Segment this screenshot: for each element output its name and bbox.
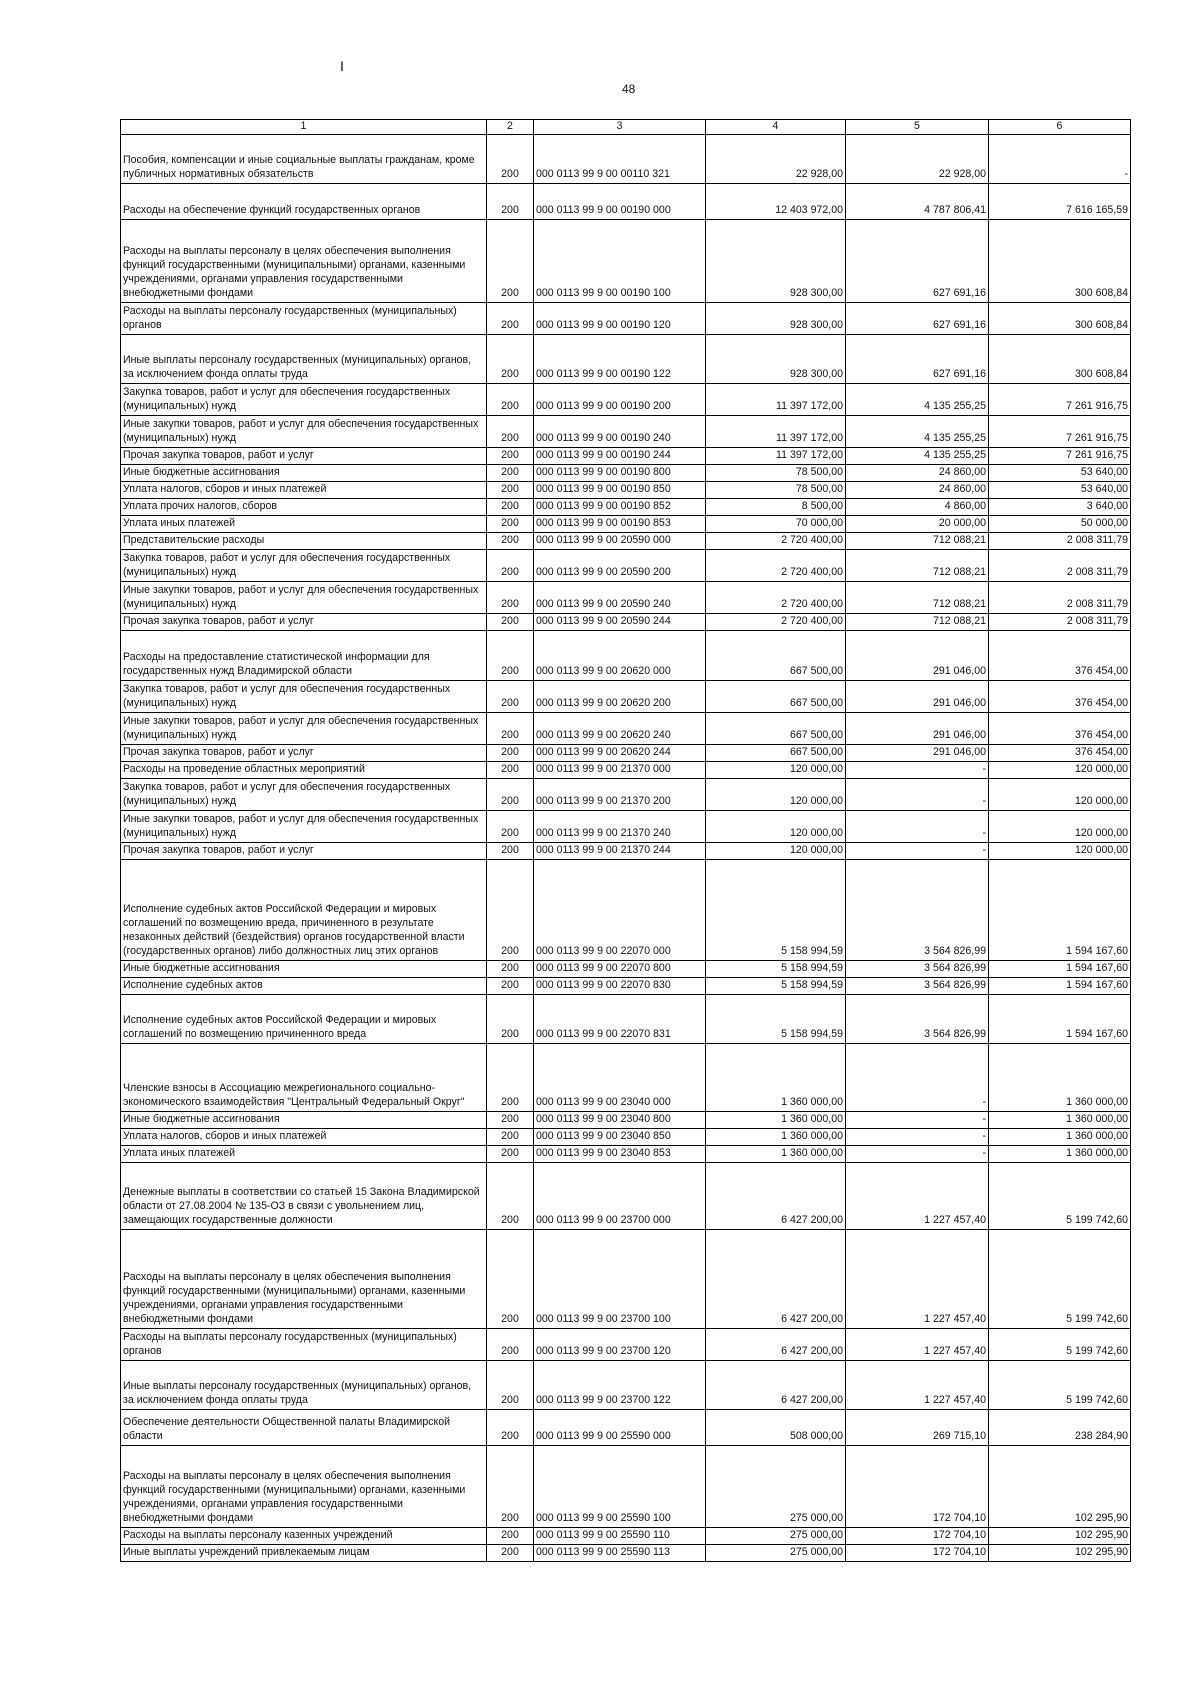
row-executed: - <box>846 762 989 779</box>
row-executed: - <box>846 811 989 843</box>
row-executed: 291 046,00 <box>846 745 989 762</box>
row-name: Закупка товаров, работ и услуг для обеспечения государственных (муниципальных) нужд <box>121 779 487 811</box>
row-kbk: 000 0113 99 9 00 23040 000 <box>534 1044 706 1112</box>
row-executed: 291 046,00 <box>846 631 989 681</box>
table-row <box>121 482 1131 499</box>
row-kbk: 000 0113 99 9 00 00190 120 <box>534 303 706 335</box>
row-remaining: 1 594 167,60 <box>989 978 1131 995</box>
row-executed: 172 704,10 <box>846 1528 989 1545</box>
row-code: 200 <box>487 1545 534 1562</box>
row-plan: 2 720 400,00 <box>706 533 846 550</box>
row-remaining: 5 199 742,60 <box>989 1361 1131 1410</box>
row-code: 200 <box>487 1044 534 1112</box>
row-plan: 5 158 994,59 <box>706 995 846 1044</box>
row-code: 200 <box>487 1361 534 1410</box>
row-kbk: 000 0113 99 9 00 23040 800 <box>534 1112 706 1129</box>
row-code: 200 <box>487 631 534 681</box>
table-row <box>121 1446 1131 1528</box>
row-executed: 1 227 457,40 <box>846 1329 989 1361</box>
row-code: 200 <box>487 1410 534 1446</box>
row-plan: 6 427 200,00 <box>706 1329 846 1361</box>
table-row <box>121 1146 1131 1163</box>
row-executed: 4 135 255,25 <box>846 384 989 416</box>
row-remaining: 376 454,00 <box>989 713 1131 745</box>
scan-mark: I <box>340 58 344 74</box>
row-code: 200 <box>487 335 534 384</box>
row-code: 200 <box>487 713 534 745</box>
column-number-row <box>121 120 1131 135</box>
row-code: 200 <box>487 860 534 961</box>
row-kbk: 000 0113 99 9 00 00190 100 <box>534 220 706 303</box>
row-executed: 3 564 826,99 <box>846 860 989 961</box>
row-plan: 2 720 400,00 <box>706 582 846 614</box>
row-code: 200 <box>487 303 534 335</box>
budget-table <box>120 119 1131 1562</box>
row-remaining: 300 608,84 <box>989 335 1131 384</box>
row-kbk: 000 0113 99 9 00 23040 853 <box>534 1146 706 1163</box>
row-name: Иные бюджетные ассигнования <box>121 465 487 482</box>
row-executed: 4 787 806,41 <box>846 184 989 220</box>
row-kbk: 000 0113 99 9 00 23700 000 <box>534 1163 706 1230</box>
row-name: Членские взносы в Ассоциацию межрегионального социально-экономического взаимодействия "Центральный Федеральный Округ" <box>121 1044 487 1112</box>
row-name: Представительские расходы <box>121 533 487 550</box>
row-code: 200 <box>487 1329 534 1361</box>
row-name: Закупка товаров, работ и услуг для обеспечения государственных (муниципальных) нужд <box>121 550 487 582</box>
row-executed: 172 704,10 <box>846 1545 989 1562</box>
table-row <box>121 762 1131 779</box>
table-row <box>121 745 1131 762</box>
row-executed: 712 088,21 <box>846 614 989 631</box>
table-row <box>121 1163 1131 1230</box>
row-executed: - <box>846 779 989 811</box>
row-remaining: 3 640,00 <box>989 499 1131 516</box>
row-kbk: 000 0113 99 9 00 20620 000 <box>534 631 706 681</box>
table-row <box>121 516 1131 533</box>
row-plan: 667 500,00 <box>706 631 846 681</box>
table-row <box>121 860 1131 961</box>
row-name: Уплата прочих налогов, сборов <box>121 499 487 516</box>
row-remaining: 376 454,00 <box>989 631 1131 681</box>
row-name: Прочая закупка товаров, работ и услуг <box>121 448 487 465</box>
row-executed: 712 088,21 <box>846 550 989 582</box>
row-kbk: 000 0113 99 9 00 25590 110 <box>534 1528 706 1545</box>
table-row <box>121 1361 1131 1410</box>
table-row <box>121 978 1131 995</box>
row-name: Расходы на проведение областных мероприятий <box>121 762 487 779</box>
row-code: 200 <box>487 448 534 465</box>
row-name: Иные выплаты персоналу государственных (муниципальных) органов, за исключением фонда оплаты труда <box>121 335 487 384</box>
row-code: 200 <box>487 482 534 499</box>
row-executed: 22 928,00 <box>846 135 989 184</box>
row-plan: 1 360 000,00 <box>706 1146 846 1163</box>
row-plan: 6 427 200,00 <box>706 1230 846 1329</box>
row-executed: 269 715,10 <box>846 1410 989 1446</box>
table-row <box>121 713 1131 745</box>
row-plan: 11 397 172,00 <box>706 384 846 416</box>
row-executed: - <box>846 1112 989 1129</box>
column-header: 2 <box>487 120 534 135</box>
row-kbk: 000 0113 99 9 00 25590 113 <box>534 1545 706 1562</box>
row-code: 200 <box>487 961 534 978</box>
row-code: 200 <box>487 762 534 779</box>
row-remaining: 376 454,00 <box>989 681 1131 713</box>
row-kbk: 000 0113 99 9 00 00190 850 <box>534 482 706 499</box>
row-plan: 667 500,00 <box>706 713 846 745</box>
row-remaining: 53 640,00 <box>989 465 1131 482</box>
row-remaining: 5 199 742,60 <box>989 1230 1131 1329</box>
row-plan: 120 000,00 <box>706 843 846 860</box>
row-code: 200 <box>487 745 534 762</box>
row-remaining: 120 000,00 <box>989 843 1131 860</box>
row-code: 200 <box>487 978 534 995</box>
row-kbk: 000 0113 99 9 00 23040 850 <box>534 1129 706 1146</box>
column-header: 6 <box>989 120 1131 135</box>
row-executed: 1 227 457,40 <box>846 1361 989 1410</box>
row-plan: 78 500,00 <box>706 465 846 482</box>
table-row <box>121 1230 1131 1329</box>
table-row <box>121 631 1131 681</box>
table-row <box>121 533 1131 550</box>
row-executed: 627 691,16 <box>846 335 989 384</box>
table-row <box>121 135 1131 184</box>
row-name: Расходы на выплаты персоналу в целях обеспечения выполнения функций государственными (муниципальными) органами, казенными учреждениями, органами управления государственными внебюджетными фондами <box>121 220 487 303</box>
table-row <box>121 550 1131 582</box>
row-plan: 120 000,00 <box>706 762 846 779</box>
row-kbk: 000 0113 99 9 00 22070 000 <box>534 860 706 961</box>
row-name: Уплата иных платежей <box>121 1146 487 1163</box>
row-name: Иные выплаты персоналу государственных (муниципальных) органов, за исключением фонда оплаты труда <box>121 1361 487 1410</box>
row-name: Расходы на предоставление статистической информации для государственных нужд Владимирской области <box>121 631 487 681</box>
row-remaining: 2 008 311,79 <box>989 582 1131 614</box>
row-executed: 712 088,21 <box>846 533 989 550</box>
row-name: Уплата иных платежей <box>121 516 487 533</box>
row-code: 200 <box>487 582 534 614</box>
row-name: Расходы на выплаты персоналу в целях обеспечения выполнения функций государственными (муниципальными) органами, казенными учреждениями, органами управления государственными внебюджетными фондами <box>121 1230 487 1329</box>
row-name: Иные закупки товаров, работ и услуг для обеспечения государственных (муниципальных) нужд <box>121 811 487 843</box>
row-name: Иные закупки товаров, работ и услуг для обеспечения государственных (муниципальных) нужд <box>121 713 487 745</box>
row-name: Прочая закупка товаров, работ и услуг <box>121 843 487 860</box>
row-remaining: 1 594 167,60 <box>989 961 1131 978</box>
row-code: 200 <box>487 516 534 533</box>
row-plan: 1 360 000,00 <box>706 1129 846 1146</box>
table-row <box>121 961 1131 978</box>
row-executed: 3 564 826,99 <box>846 978 989 995</box>
row-plan: 2 720 400,00 <box>706 550 846 582</box>
row-code: 200 <box>487 416 534 448</box>
row-executed: 291 046,00 <box>846 713 989 745</box>
row-plan: 1 360 000,00 <box>706 1044 846 1112</box>
row-executed: 1 227 457,40 <box>846 1163 989 1230</box>
row-kbk: 000 0113 99 9 00 20590 244 <box>534 614 706 631</box>
table-row <box>121 1112 1131 1129</box>
row-executed: 4 135 255,25 <box>846 416 989 448</box>
row-kbk: 000 0113 99 9 00 20620 240 <box>534 713 706 745</box>
row-executed: 291 046,00 <box>846 681 989 713</box>
row-name: Исполнение судебных актов <box>121 978 487 995</box>
row-plan: 508 000,00 <box>706 1410 846 1446</box>
table-row <box>121 811 1131 843</box>
row-remaining: 102 295,90 <box>989 1545 1131 1562</box>
row-plan: 2 720 400,00 <box>706 614 846 631</box>
row-remaining: 120 000,00 <box>989 762 1131 779</box>
row-code: 200 <box>487 499 534 516</box>
row-executed: 24 860,00 <box>846 482 989 499</box>
row-plan: 928 300,00 <box>706 303 846 335</box>
row-remaining: 5 199 742,60 <box>989 1329 1131 1361</box>
row-remaining: 2 008 311,79 <box>989 614 1131 631</box>
row-kbk: 000 0113 99 9 00 21370 200 <box>534 779 706 811</box>
row-remaining: 2 008 311,79 <box>989 550 1131 582</box>
row-plan: 8 500,00 <box>706 499 846 516</box>
table-row <box>121 1329 1131 1361</box>
row-kbk: 000 0113 99 9 00 21370 244 <box>534 843 706 860</box>
row-name: Обеспечение деятельности Общественной палаты Владимирской области <box>121 1410 487 1446</box>
row-remaining: 300 608,84 <box>989 220 1131 303</box>
row-remaining: 1 360 000,00 <box>989 1112 1131 1129</box>
row-name: Расходы на выплаты персоналу государственных (муниципальных) органов <box>121 1329 487 1361</box>
row-executed: 4 860,00 <box>846 499 989 516</box>
table-row <box>121 582 1131 614</box>
row-kbk: 000 0113 99 9 00 00190 800 <box>534 465 706 482</box>
row-name: Исполнение судебных актов Российской Федерации и мировых соглашений по возмещению причиненного вреда <box>121 995 487 1044</box>
row-kbk: 000 0113 99 9 00 25590 100 <box>534 1446 706 1528</box>
row-executed: 712 088,21 <box>846 582 989 614</box>
row-remaining: 7 261 916,75 <box>989 416 1131 448</box>
row-plan: 275 000,00 <box>706 1446 846 1528</box>
row-name: Уплата налогов, сборов и иных платежей <box>121 482 487 499</box>
row-remaining: 1 360 000,00 <box>989 1146 1131 1163</box>
row-kbk: 000 0113 99 9 00 21370 000 <box>534 762 706 779</box>
row-kbk: 000 0113 99 9 00 20620 244 <box>534 745 706 762</box>
row-kbk: 000 0113 99 9 00 00190 240 <box>534 416 706 448</box>
row-name: Иные закупки товаров, работ и услуг для обеспечения государственных (муниципальных) нужд <box>121 416 487 448</box>
row-executed: - <box>846 1146 989 1163</box>
row-plan: 5 158 994,59 <box>706 860 846 961</box>
row-plan: 5 158 994,59 <box>706 961 846 978</box>
row-kbk: 000 0113 99 9 00 22070 831 <box>534 995 706 1044</box>
table-row <box>121 1044 1131 1112</box>
row-remaining: 5 199 742,60 <box>989 1163 1131 1230</box>
row-plan: 1 360 000,00 <box>706 1112 846 1129</box>
row-remaining: 300 608,84 <box>989 303 1131 335</box>
table-row <box>121 1528 1131 1545</box>
row-kbk: 000 0113 99 9 00 23700 122 <box>534 1361 706 1410</box>
row-plan: 275 000,00 <box>706 1528 846 1545</box>
table-row <box>121 1129 1131 1146</box>
row-remaining: 102 295,90 <box>989 1446 1131 1528</box>
page-number: 48 <box>622 82 636 96</box>
row-kbk: 000 0113 99 9 00 00190 852 <box>534 499 706 516</box>
row-remaining: 7 261 916,75 <box>989 384 1131 416</box>
row-remaining: 120 000,00 <box>989 811 1131 843</box>
row-kbk: 000 0113 99 9 00 00190 853 <box>534 516 706 533</box>
row-code: 200 <box>487 135 534 184</box>
row-kbk: 000 0113 99 9 00 20590 000 <box>534 533 706 550</box>
row-executed: 627 691,16 <box>846 303 989 335</box>
row-kbk: 000 0113 99 9 00 25590 000 <box>534 1410 706 1446</box>
table-row <box>121 995 1131 1044</box>
row-kbk: 000 0113 99 9 00 20590 200 <box>534 550 706 582</box>
column-header: 5 <box>846 120 989 135</box>
table-row <box>121 779 1131 811</box>
row-plan: 12 403 972,00 <box>706 184 846 220</box>
table-row <box>121 416 1131 448</box>
row-remaining: 376 454,00 <box>989 745 1131 762</box>
table-row <box>121 384 1131 416</box>
row-code: 200 <box>487 811 534 843</box>
row-plan: 11 397 172,00 <box>706 416 846 448</box>
table-row <box>121 614 1131 631</box>
row-plan: 6 427 200,00 <box>706 1163 846 1230</box>
row-code: 200 <box>487 1230 534 1329</box>
row-executed: 172 704,10 <box>846 1446 989 1528</box>
row-kbk: 000 0113 99 9 00 00190 200 <box>534 384 706 416</box>
row-kbk: 000 0113 99 9 00 22070 800 <box>534 961 706 978</box>
row-code: 200 <box>487 843 534 860</box>
row-remaining: 50 000,00 <box>989 516 1131 533</box>
row-kbk: 000 0113 99 9 00 23700 120 <box>534 1329 706 1361</box>
row-name: Расходы на выплаты персоналу в целях обеспечения выполнения функций государственными (муниципальными) органами, казенными учреждениями, органами управления государственными внебюджетными фондами <box>121 1446 487 1528</box>
row-plan: 6 427 200,00 <box>706 1361 846 1410</box>
row-plan: 11 397 172,00 <box>706 448 846 465</box>
row-code: 200 <box>487 681 534 713</box>
row-plan: 667 500,00 <box>706 745 846 762</box>
row-kbk: 000 0113 99 9 00 22070 830 <box>534 978 706 995</box>
row-remaining: 102 295,90 <box>989 1528 1131 1545</box>
row-name: Прочая закупка товаров, работ и услуг <box>121 614 487 631</box>
row-remaining: 1 360 000,00 <box>989 1044 1131 1112</box>
row-executed: 1 227 457,40 <box>846 1230 989 1329</box>
row-name: Иные бюджетные ассигнования <box>121 961 487 978</box>
row-kbk: 000 0113 99 9 00 20590 240 <box>534 582 706 614</box>
table-row <box>121 448 1131 465</box>
row-remaining: 7 616 165,59 <box>989 184 1131 220</box>
row-kbk: 000 0113 99 9 00 00190 000 <box>534 184 706 220</box>
row-kbk: 000 0113 99 9 00 20620 200 <box>534 681 706 713</box>
row-executed: 24 860,00 <box>846 465 989 482</box>
row-name: Закупка товаров, работ и услуг для обеспечения государственных (муниципальных) нужд <box>121 384 487 416</box>
row-plan: 275 000,00 <box>706 1545 846 1562</box>
table-row <box>121 220 1131 303</box>
table-row <box>121 1410 1131 1446</box>
row-remaining: 120 000,00 <box>989 779 1131 811</box>
row-code: 200 <box>487 220 534 303</box>
row-name: Прочая закупка товаров, работ и услуг <box>121 745 487 762</box>
row-code: 200 <box>487 384 534 416</box>
column-header: 1 <box>121 120 487 135</box>
row-executed: 3 564 826,99 <box>846 995 989 1044</box>
table-row <box>121 184 1131 220</box>
row-executed: - <box>846 843 989 860</box>
column-header: 3 <box>534 120 706 135</box>
row-plan: 120 000,00 <box>706 779 846 811</box>
row-code: 200 <box>487 995 534 1044</box>
row-name: Денежные выплаты в соответствии со статьей 15 Закона Владимирской области от 27.08.2004 № 135-ОЗ в связи с увольнением лиц, замещающих государственные должности <box>121 1163 487 1230</box>
row-executed: 3 564 826,99 <box>846 961 989 978</box>
row-name: Пособия, компенсации и иные социальные выплаты гражданам, кроме публичных нормативных обязательств <box>121 135 487 184</box>
row-code: 200 <box>487 1129 534 1146</box>
row-plan: 928 300,00 <box>706 220 846 303</box>
row-kbk: 000 0113 99 9 00 23700 100 <box>534 1230 706 1329</box>
column-header: 4 <box>706 120 846 135</box>
row-code: 200 <box>487 1163 534 1230</box>
row-plan: 667 500,00 <box>706 681 846 713</box>
row-code: 200 <box>487 1112 534 1129</box>
row-name: Закупка товаров, работ и услуг для обеспечения государственных (муниципальных) нужд <box>121 681 487 713</box>
row-remaining: 2 008 311,79 <box>989 533 1131 550</box>
row-remaining: 1 360 000,00 <box>989 1129 1131 1146</box>
table-row <box>121 303 1131 335</box>
row-remaining: - <box>989 135 1131 184</box>
row-code: 200 <box>487 533 534 550</box>
row-remaining: 238 284,90 <box>989 1410 1131 1446</box>
row-kbk: 000 0113 99 9 00 21370 240 <box>534 811 706 843</box>
row-plan: 70 000,00 <box>706 516 846 533</box>
row-code: 200 <box>487 1146 534 1163</box>
row-kbk: 000 0113 99 9 00 00110 321 <box>534 135 706 184</box>
table-row <box>121 499 1131 516</box>
row-plan: 22 928,00 <box>706 135 846 184</box>
table-row <box>121 681 1131 713</box>
row-executed: 4 135 255,25 <box>846 448 989 465</box>
row-name: Расходы на обеспечение функций государственных органов <box>121 184 487 220</box>
row-plan: 120 000,00 <box>706 811 846 843</box>
table-row <box>121 1545 1131 1562</box>
row-name: Иные бюджетные ассигнования <box>121 1112 487 1129</box>
row-name: Расходы на выплаты персоналу государственных (муниципальных) органов <box>121 303 487 335</box>
row-kbk: 000 0113 99 9 00 00190 122 <box>534 335 706 384</box>
row-executed: - <box>846 1129 989 1146</box>
table-body <box>121 135 1131 1562</box>
row-code: 200 <box>487 184 534 220</box>
row-plan: 5 158 994,59 <box>706 978 846 995</box>
row-code: 200 <box>487 779 534 811</box>
table-row <box>121 335 1131 384</box>
row-executed: 627 691,16 <box>846 220 989 303</box>
row-name: Иные закупки товаров, работ и услуг для обеспечения государственных (муниципальных) нужд <box>121 582 487 614</box>
row-code: 200 <box>487 1446 534 1528</box>
row-executed: 20 000,00 <box>846 516 989 533</box>
row-name: Уплата налогов, сборов и иных платежей <box>121 1129 487 1146</box>
row-name: Расходы на выплаты персоналу казенных учреждений <box>121 1528 487 1545</box>
row-code: 200 <box>487 465 534 482</box>
row-name: Иные выплаты учреждений привлекаемым лицам <box>121 1545 487 1562</box>
row-code: 200 <box>487 1528 534 1545</box>
row-name: Исполнение судебных актов Российской Федерации и мировых соглашений по возмещению вреда, причиненного в результате незаконных действий (бездействия) органов государственной власти (государственных органов) либо должностных лиц этих органов <box>121 860 487 961</box>
row-plan: 78 500,00 <box>706 482 846 499</box>
table-row <box>121 465 1131 482</box>
row-kbk: 000 0113 99 9 00 00190 244 <box>534 448 706 465</box>
row-plan: 928 300,00 <box>706 335 846 384</box>
row-remaining: 1 594 167,60 <box>989 995 1131 1044</box>
row-remaining: 1 594 167,60 <box>989 860 1131 961</box>
table-row <box>121 843 1131 860</box>
row-remaining: 53 640,00 <box>989 482 1131 499</box>
row-code: 200 <box>487 550 534 582</box>
row-executed: - <box>846 1044 989 1112</box>
row-code: 200 <box>487 614 534 631</box>
row-remaining: 7 261 916,75 <box>989 448 1131 465</box>
